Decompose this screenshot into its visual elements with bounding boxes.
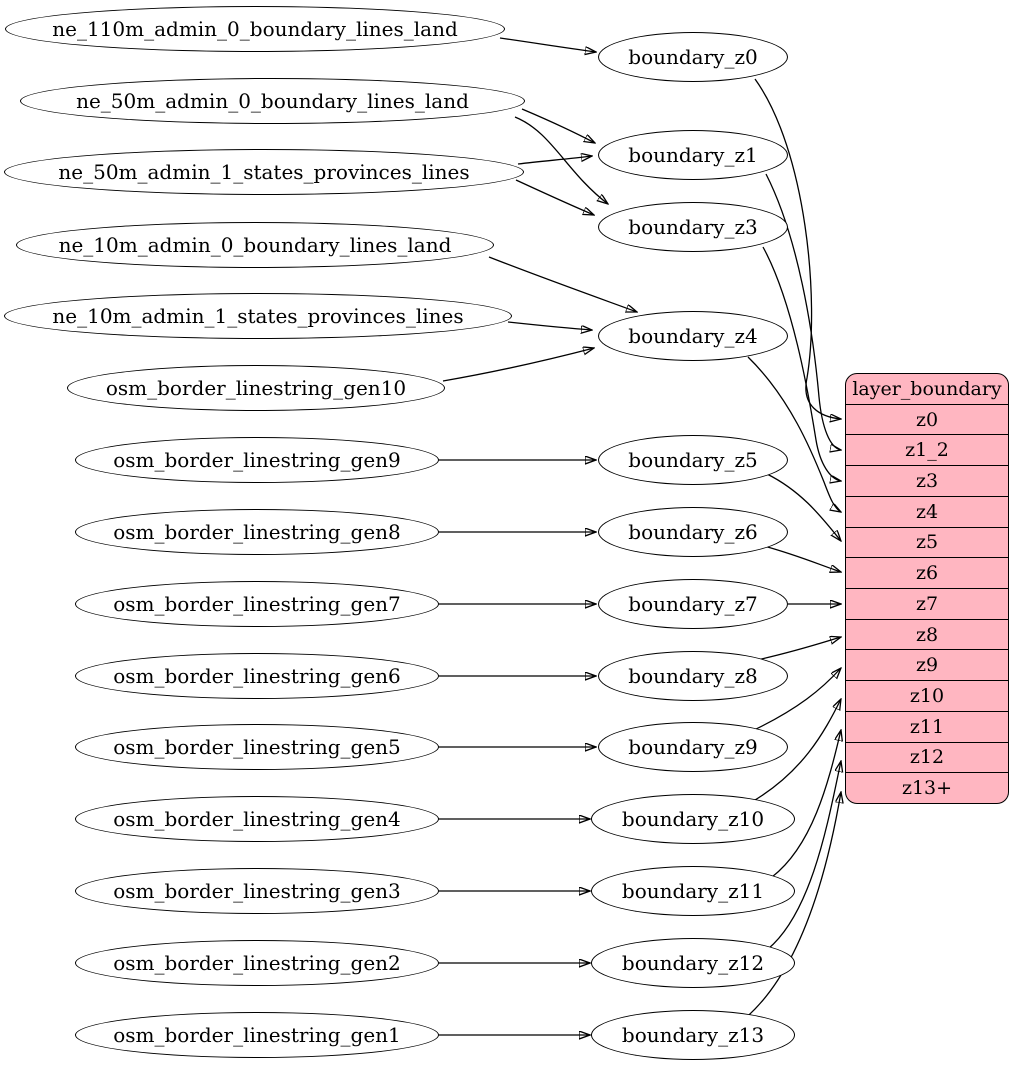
node-label: boundary_z3	[628, 215, 758, 239]
node-boundary-z7	[598, 579, 788, 629]
node-osm-border-linestring-gen4	[75, 796, 439, 842]
node-label: boundary_z9	[628, 735, 758, 759]
node-label: ne_50m_admin_1_states_provinces_lines	[58, 160, 470, 184]
node-ne-110m-admin-0-boundary-lines-land	[5, 6, 505, 52]
node-ne-50m-admin-1-states-provinces-lines	[4, 149, 524, 195]
node-osm-border-linestring-gen5	[75, 724, 439, 770]
node-label: boundary_z7	[628, 592, 758, 616]
node-boundary-z4	[598, 311, 788, 361]
record-row-z5: z5	[846, 527, 1008, 558]
node-boundary-z9	[598, 722, 788, 772]
node-boundary-z6	[598, 507, 788, 557]
node-ne-10m-admin-0-boundary-lines-land	[16, 222, 494, 268]
edge-ne-50m-admin-0-to-boundary-z1	[522, 109, 595, 143]
node-label: boundary_z11	[621, 879, 765, 903]
node-boundary-z11	[591, 866, 795, 916]
node-label: osm_border_linestring_gen9	[113, 448, 401, 472]
node-label: boundary_z13	[621, 1023, 765, 1047]
edge-boundary-z6-to-row-z6	[764, 546, 841, 572]
node-label: boundary_z12	[621, 951, 765, 975]
node-label: osm_border_linestring_gen6	[113, 664, 401, 688]
edge-boundary-z0-to-row-z0	[755, 79, 841, 419]
node-label: boundary_z4	[628, 324, 758, 348]
node-boundary-z12	[591, 938, 795, 988]
edge-gen10-to-boundary-z4	[443, 348, 594, 381]
node-label: ne_110m_admin_0_boundary_lines_land	[52, 17, 458, 41]
node-label: osm_border_linestring_gen4	[113, 807, 401, 831]
edge-ne-50m-admin-0-to-boundary-z3	[515, 117, 608, 204]
node-boundary-z10	[591, 794, 795, 844]
node-osm-border-linestring-gen6	[75, 653, 439, 699]
node-label: osm_border_linestring_gen3	[113, 879, 401, 903]
node-label: osm_border_linestring_gen5	[113, 735, 401, 759]
node-osm-border-linestring-gen2	[75, 940, 439, 986]
record-row-z3: z3	[846, 465, 1008, 496]
node-label: osm_border_linestring_gen10	[105, 376, 407, 400]
record-row-z8: z8	[846, 619, 1008, 650]
edge-boundary-z8-to-row-z8	[757, 637, 841, 660]
node-osm-border-linestring-gen1	[75, 1012, 439, 1058]
node-label: osm_border_linestring_gen8	[113, 520, 401, 544]
record-row-z11: z11	[846, 711, 1008, 742]
node-boundary-z8	[598, 651, 788, 701]
node-osm-border-linestring-gen9	[75, 437, 439, 483]
record-row-z6: z6	[846, 557, 1008, 588]
node-label: ne_50m_admin_0_boundary_lines_land	[76, 89, 469, 113]
node-ne-50m-admin-0-boundary-lines-land	[20, 78, 525, 124]
record-row-z9: z9	[846, 649, 1008, 680]
node-label: boundary_z0	[628, 45, 758, 69]
edge-boundary-z12-to-row-z12	[768, 761, 841, 949]
node-boundary-z0	[598, 32, 788, 82]
node-osm-border-linestring-gen7	[75, 581, 439, 627]
node-boundary-z13	[591, 1010, 795, 1060]
edge-ne-50m-admin-1-to-boundary-z1	[518, 156, 592, 164]
record-row-z4: z4	[846, 496, 1008, 527]
node-boundary-z5	[598, 435, 788, 485]
node-label: boundary_z5	[628, 448, 758, 472]
node-label: boundary_z8	[628, 664, 758, 688]
node-boundary-z1	[598, 130, 788, 180]
record-row-z12: z12	[846, 742, 1008, 773]
record-row-z13plus: z13+	[846, 772, 1008, 803]
node-osm-border-linestring-gen3	[75, 868, 439, 914]
node-label: ne_10m_admin_0_boundary_lines_land	[58, 233, 452, 257]
record-header: layer_boundary	[852, 377, 1002, 400]
node-osm-border-linestring-gen10	[67, 365, 445, 411]
record-row-z10: z10	[846, 680, 1008, 711]
node-label: boundary_z10	[621, 807, 765, 831]
layer-boundary-record	[845, 373, 1009, 804]
node-label: boundary_z6	[628, 520, 758, 544]
node-label: osm_border_linestring_gen2	[113, 951, 401, 975]
node-boundary-z3	[598, 202, 788, 252]
node-label: osm_border_linestring_gen7	[113, 592, 401, 616]
node-label: ne_10m_admin_1_states_provinces_lines	[52, 304, 464, 328]
edge-ne-110m-admin-0-to-boundary-z0	[500, 38, 596, 52]
edge-ne-50m-admin-1-to-boundary-z3	[516, 180, 594, 215]
node-label: osm_border_linestring_gen1	[113, 1023, 401, 1047]
node-label: boundary_z1	[628, 143, 758, 167]
node-osm-border-linestring-gen8	[75, 509, 439, 555]
node-ne-10m-admin-1-states-provinces-lines	[4, 293, 512, 339]
edge-ne-10m-admin-0-to-boundary-z4	[489, 257, 637, 312]
record-row-z1-2: z1_2	[846, 434, 1008, 465]
record-row-z0: z0	[846, 404, 1008, 435]
record-row-z7: z7	[846, 588, 1008, 619]
edge-ne-10m-admin-1-to-boundary-z4	[508, 322, 592, 330]
